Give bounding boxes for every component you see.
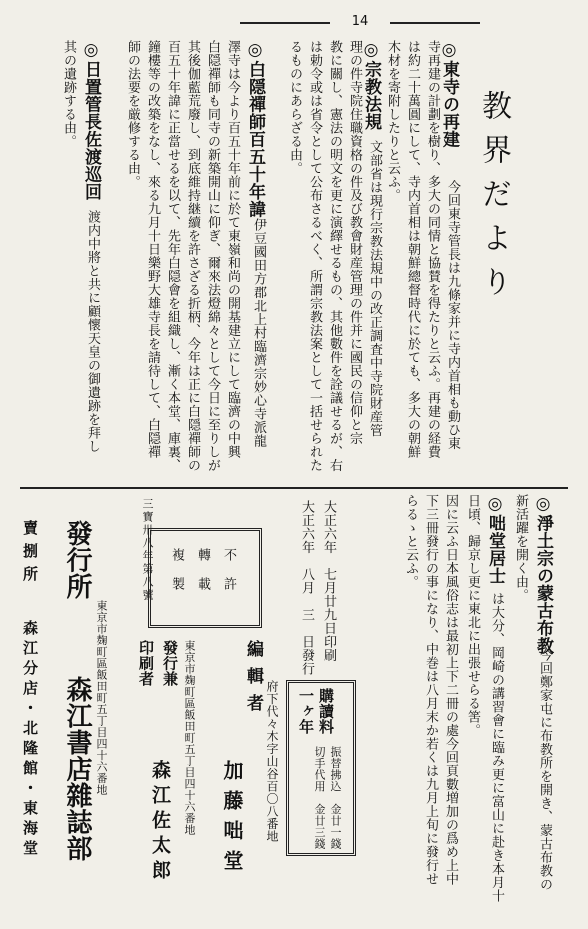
article-line: 今回鄭家屯に布教所を開き、蒙古布教の bbox=[537, 648, 552, 891]
article-heading: ◎咄堂居士 bbox=[485, 494, 505, 585]
page-number: 14 bbox=[240, 14, 480, 29]
article-line: 其後伽藍荒廢し、到底維持継續を許さざる折柄、今年は正に白隠禪師の bbox=[185, 40, 200, 472]
office-name: 森江書店雜誌部 bbox=[62, 676, 92, 862]
printed-date: 大正六年 七月廿九日印刷 bbox=[321, 500, 336, 662]
subscription-term: 一ヶ年 bbox=[297, 688, 315, 735]
subscription-price-stamp: 切手代用 金廿三錢 bbox=[313, 746, 326, 850]
subscription-price-postal: 振替拂込 金廿一錢 bbox=[329, 746, 342, 850]
article-line: 白隠禪師も同寺の新築開山に仰ぎ、爾來法燈綿々として今日に至りしが bbox=[205, 40, 220, 472]
publisher-label: 發行兼 bbox=[161, 640, 179, 687]
section-divider bbox=[20, 487, 568, 489]
article-line: 鐘樓等の改築をなし、來る九月十日樂野大雄寺長を請待して、白隠禪 bbox=[145, 40, 160, 459]
article-line: は勅令或は省令として公布さるべく、所謂宗教法案として一括せられた bbox=[307, 40, 322, 472]
article-line: らるゝと云ふ。 bbox=[403, 494, 418, 589]
article-heading: ◎東寺の再建 bbox=[439, 40, 459, 148]
article-line: 新活躍を開く由。 bbox=[513, 494, 528, 602]
stamp-notice-3: 複製 bbox=[169, 548, 184, 606]
article-line: 文部省は現行宗教法規中の改正調査中寺院財産管 bbox=[367, 140, 382, 437]
article-line: 理の件寺院住職資格の件及び教會財産管理の件并に國民の信仰と宗 bbox=[347, 40, 362, 445]
editor-label: 編輯者 bbox=[243, 640, 263, 721]
article-line: 澤寺は今より百五十年前に於て東嶺和尚の開基建立にして臨濟の中興 bbox=[225, 40, 240, 459]
article-heading: ◎宗教法規 bbox=[361, 40, 381, 131]
article-line: 木材を寄附したりと云ふ。 bbox=[385, 40, 400, 202]
article-line: は大分、岡崎の講習會に臨み更に富山に赴き本月十 bbox=[489, 592, 504, 903]
editor-address: 府下代々木字山谷百〇八番地 bbox=[265, 680, 279, 843]
issued-date: 大正六年 八月 三 日發行 bbox=[299, 500, 314, 676]
article-line: るものにあらざる由。 bbox=[287, 40, 302, 175]
article-line: は約二十萬圓にして、寺内首相は朝鮮總督時代に於ても、多大の朝鮮 bbox=[405, 40, 420, 459]
article-line: 日頃、歸京し更に東北に出張せらる筈。 bbox=[465, 494, 480, 737]
subscription-title: 購讀料 bbox=[317, 688, 335, 735]
article-line: 下三冊發行の事になり、中巻は八月末か若くは九月上旬に發行せ bbox=[423, 494, 438, 886]
sales-list: 森江分店・北隆館・東海堂 bbox=[21, 620, 39, 860]
printer-label: 印刷者 bbox=[137, 640, 155, 687]
stamp-notice-1: 不許 bbox=[221, 548, 236, 606]
office-address: 東京市麹町區飯田町五丁目四十六番地 bbox=[95, 600, 108, 796]
article-line: 伊豆國田方郡北上村臨濟宗妙心寺派龍 bbox=[251, 218, 266, 448]
editor-name: 加藤咄堂 bbox=[220, 760, 244, 880]
office-label: 發行所 bbox=[62, 520, 92, 600]
article-line: 師の法要を厳修する由。 bbox=[125, 40, 140, 189]
article-line: 百五十年諱に正當せるを以て、先年白隠會を組織し、漸く本堂、庫裏、 bbox=[165, 40, 180, 472]
column-title: 教界だより bbox=[476, 90, 511, 310]
stamp-series: 三寶卅八年第八號 bbox=[141, 498, 154, 602]
publisher-name: 森江佐太郎 bbox=[149, 760, 171, 885]
article-line: 因に云ふ日本風俗志は最初上下二冊の處今回頁數増加の爲め上中 bbox=[443, 494, 458, 886]
article-heading: ◎白隠禪師百五十年諱 bbox=[245, 40, 265, 218]
article-line: 今回東寺管長は九條家并に寺内首相も動ひ東 bbox=[445, 180, 460, 450]
sales-label: 賣捌所 bbox=[21, 520, 39, 589]
stamp-notice-2: 轉載 bbox=[195, 548, 210, 606]
article-heading: ◎淨土宗の蒙古布教 bbox=[533, 494, 553, 655]
publisher-address: 東京市麹町區飯田町五丁目四十六番地 bbox=[183, 640, 196, 836]
article-line: 其の遺跡する由。 bbox=[61, 40, 76, 148]
article-line: 教に關し、憲法の明文を更に演繹せるもの、其他數件を詮議せるが、右 bbox=[327, 40, 342, 472]
article-line: 渡内中將と共に顧懷天皇の御遺跡を拜し bbox=[85, 210, 100, 453]
article-heading: ◎日置管長佐渡巡回 bbox=[81, 40, 101, 201]
article-line: 寺再建の計劃を樹り、多大の同情と協賛を得たりと云ふ。再建の経費 bbox=[425, 40, 440, 459]
